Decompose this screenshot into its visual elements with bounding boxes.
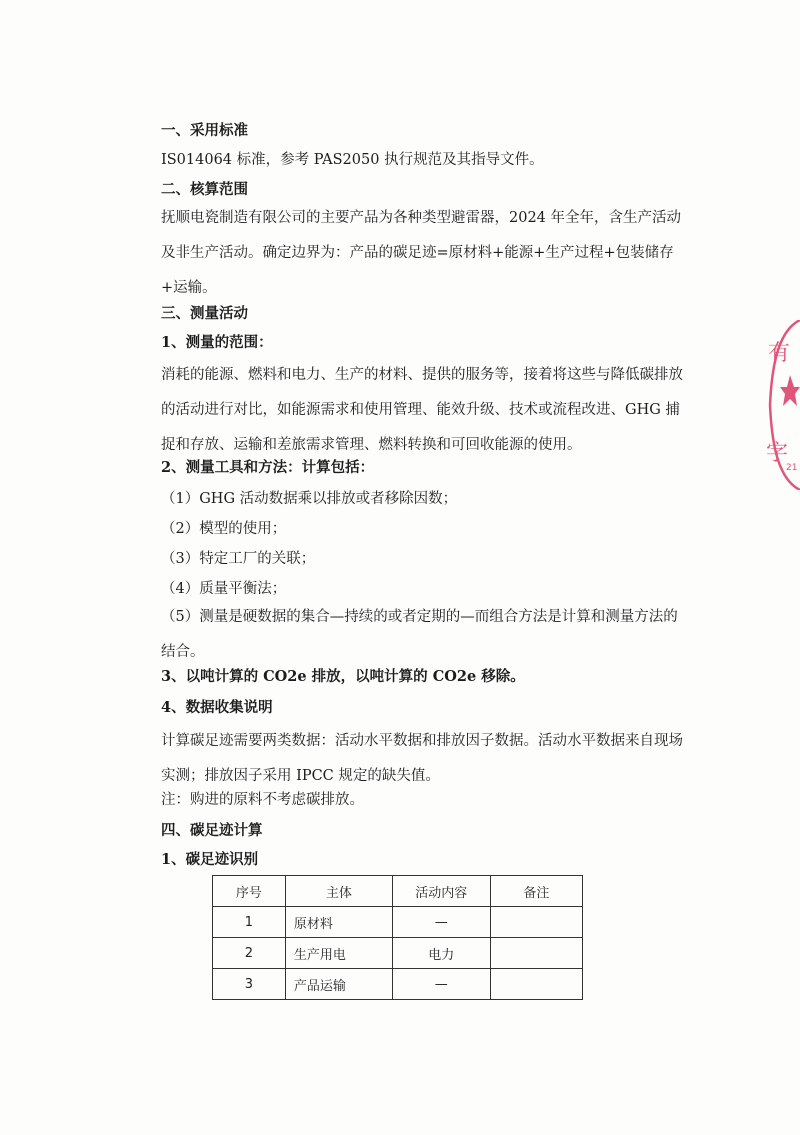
table-cell: 2 [213, 938, 286, 969]
section-3-4-note: 注：购进的原料不考虑碳排放。 [161, 792, 364, 808]
method-item-4: （4）质量平衡法； [161, 581, 287, 597]
table-cell: 产品运输 [285, 969, 392, 1000]
table-cell: 原材料 [285, 907, 392, 938]
section-3-4-title: 4、数据收集说明 [161, 699, 273, 716]
footprint-table [212, 875, 583, 1000]
table-cell: 1 [213, 907, 286, 938]
table-cell: — [392, 907, 490, 938]
table-header: 序号 [213, 876, 286, 907]
section-3-4-text: 计算碳足迹需要两类数据：活动水平数据和排放因子数据。活动水平数据来自现场实测；排放因子采用 IPCC 规定的缺失值。 [161, 733, 683, 784]
section-3-3-title: 3、以吨计算的 CO2e 排放，以吨计算的 CO2e 移除。 [161, 668, 525, 685]
table-header: 主体 [285, 876, 392, 907]
table-cell: 生产用电 [285, 938, 392, 969]
table-header: 活动内容 [392, 876, 490, 907]
section-3-title: 三、测量活动 [161, 305, 248, 322]
section-3-1-text: 消耗的能源、燃料和电力、生产的材料、提供的服务等，接着将这些与降低碳排放的活动进行对比，如能源需求和使用管理、能效升级、技术或流程改进、GHG 捕捉和存放、运输和差旅需求管理、燃料转换和可回收能源的使用。 [161, 367, 683, 453]
table-cell: — [392, 969, 490, 1000]
table-row [213, 907, 583, 938]
method-item-5: （5）测量是硬数据的集合—持续的或者定期的—而组合方法是计算和测量方法的结合。 [161, 609, 678, 660]
section-4-title: 四、碳足迹计算 [161, 822, 263, 839]
seal-char-2: 字 [766, 441, 789, 466]
method-item-2: （2）模型的使用； [161, 521, 287, 537]
seal-graphic [760, 320, 800, 490]
section-1-text: IS014064 标准，参考 PAS2050 执行规范及其指导文件。 [161, 152, 544, 168]
method-item-1: （1）GHG 活动数据乘以排放或者移除因数； [161, 491, 458, 507]
method-item-3: （3）特定工厂的关联； [161, 551, 316, 567]
table-row [213, 969, 583, 1000]
section-2-title: 二、核算范围 [161, 181, 248, 198]
section-3-2-title: 2、测量工具和方法：计算包括： [161, 459, 375, 476]
seal-char-1: 有 [768, 341, 791, 366]
table-header-row [213, 876, 583, 907]
table-header: 备注 [490, 876, 582, 907]
seal-number: 21 [786, 463, 798, 473]
company-seal [760, 320, 800, 490]
section-1-title: 一、采用标准 [161, 122, 248, 139]
section-2-text: 抚顺电瓷制造有限公司的主要产品为各种类型避雷器，2024 年全年，含生产活动及非生产活动。确定边界为：产品的碳足迹=原材料+能源+生产过程+包装储存+运输。 [161, 210, 682, 296]
seal-star-icon [780, 375, 800, 406]
table-cell: 电力 [392, 938, 490, 969]
table-cell [490, 969, 582, 1000]
table-cell: 3 [213, 969, 286, 1000]
table-row [213, 938, 583, 969]
section-3-1-title: 1、测量的范围： [161, 334, 273, 351]
table-cell [490, 907, 582, 938]
table-cell [490, 938, 582, 969]
section-4-1-title: 1、碳足迹识别 [161, 851, 259, 868]
